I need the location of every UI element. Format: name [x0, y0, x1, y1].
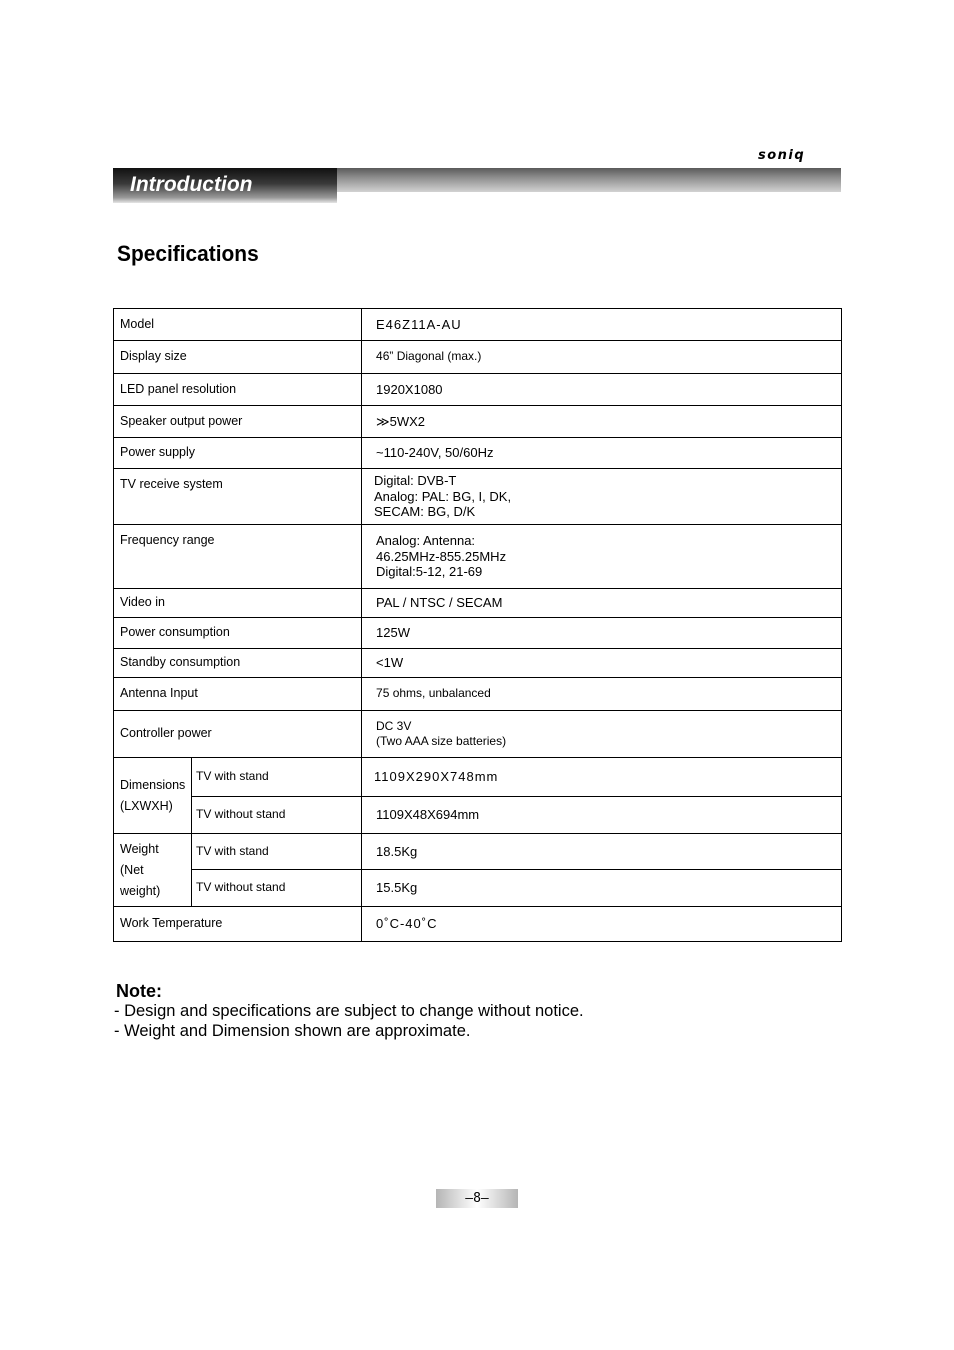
spec-value: 75 ohms, unbalanced	[362, 678, 842, 711]
table-row	[114, 469, 842, 525]
spec-value: 18.5Kg	[362, 834, 842, 870]
section-title: Introduction	[130, 173, 253, 196]
spec-sub-label: TV with stand	[192, 834, 362, 870]
spec-label: Speaker output power	[114, 406, 362, 438]
brand-logo: soniq	[758, 148, 806, 163]
table-row	[114, 341, 842, 374]
spec-label: Display size	[114, 341, 362, 374]
table-row	[114, 907, 842, 942]
spec-value-line: 46.25MHz-855.25MHz	[376, 548, 507, 564]
spec-value: ≫5WX2	[362, 406, 842, 438]
spec-value-line: (Two AAA size batteries)	[376, 734, 507, 748]
spec-value: PAL / NTSC / SECAM	[362, 589, 842, 618]
spec-label: Controller power	[114, 711, 362, 758]
spec-value-line: SECAM: BG, D/K	[374, 504, 476, 520]
spec-label: Model	[114, 309, 362, 341]
table-row	[114, 406, 842, 438]
spec-value	[362, 711, 842, 758]
spec-value: 15.5Kg	[362, 870, 842, 907]
note-line: - Weight and Dimension shown are approximate.	[114, 1022, 471, 1040]
spec-label-line: (LXWXH)	[120, 798, 173, 813]
table-row	[114, 834, 842, 870]
spec-value-line: Analog: Antenna:	[376, 533, 476, 549]
spec-label-line: Dimensions	[120, 777, 186, 792]
spec-value: 46” Diagonal (max.)	[362, 341, 842, 374]
spec-label: TV receive system	[114, 469, 362, 525]
page-number: –8–	[436, 1189, 518, 1208]
table-row	[114, 618, 842, 649]
table-row	[114, 374, 842, 406]
spec-label: Frequency range	[114, 525, 362, 589]
table-row	[114, 711, 842, 758]
table-row	[114, 678, 842, 711]
spec-value	[362, 469, 842, 525]
table-row	[114, 438, 842, 469]
spec-sub-label: TV with stand	[192, 758, 362, 797]
spec-value: E46Z11A-AU	[362, 309, 842, 341]
spec-sub-label: TV without stand	[192, 870, 362, 907]
spec-label	[114, 834, 192, 907]
spec-value-line: Digital: DVB-T	[374, 473, 457, 489]
table-row	[114, 649, 842, 678]
note-line: - Design and specifications are subject to change without notice.	[114, 1002, 584, 1020]
spec-value-line: Digital:5-12, 21-69	[376, 564, 483, 580]
spec-value: ~110-240V, 50/60Hz	[362, 438, 842, 469]
spec-label-line: Weight	[120, 841, 159, 856]
table-row	[114, 525, 842, 589]
table-row	[114, 870, 842, 907]
spec-value: 1920X1080	[362, 374, 842, 406]
spec-value: 125W	[362, 618, 842, 649]
spec-sub-label: TV without stand	[192, 797, 362, 834]
spec-value-line: DC 3V	[376, 718, 412, 733]
spec-value: 1109X48X694mm	[362, 797, 842, 834]
spec-label-line: (Net weight)	[120, 862, 161, 898]
table-row	[114, 797, 842, 834]
table-row	[114, 309, 842, 341]
spec-value: 1109X290X748mm	[362, 758, 842, 797]
spec-label: Power consumption	[114, 618, 362, 649]
specifications-table	[113, 308, 842, 942]
note-heading: Note:	[116, 981, 162, 1001]
spec-label: Video in	[114, 589, 362, 618]
page-title: Specifications	[117, 241, 259, 266]
table-row	[114, 589, 842, 618]
spec-label: Power supply	[114, 438, 362, 469]
spec-value	[362, 525, 842, 589]
spec-value-line: Analog: PAL: BG, I, DK,	[374, 488, 512, 504]
spec-label	[114, 758, 192, 834]
table-row	[114, 758, 842, 797]
spec-value: 0˚C-40˚C	[362, 907, 842, 942]
spec-label: Standby consumption	[114, 649, 362, 678]
spec-value: <1W	[362, 649, 842, 678]
spec-label: Antenna Input	[114, 678, 362, 711]
spec-label: Work Temperature	[114, 907, 362, 942]
spec-label: LED panel resolution	[114, 374, 362, 406]
